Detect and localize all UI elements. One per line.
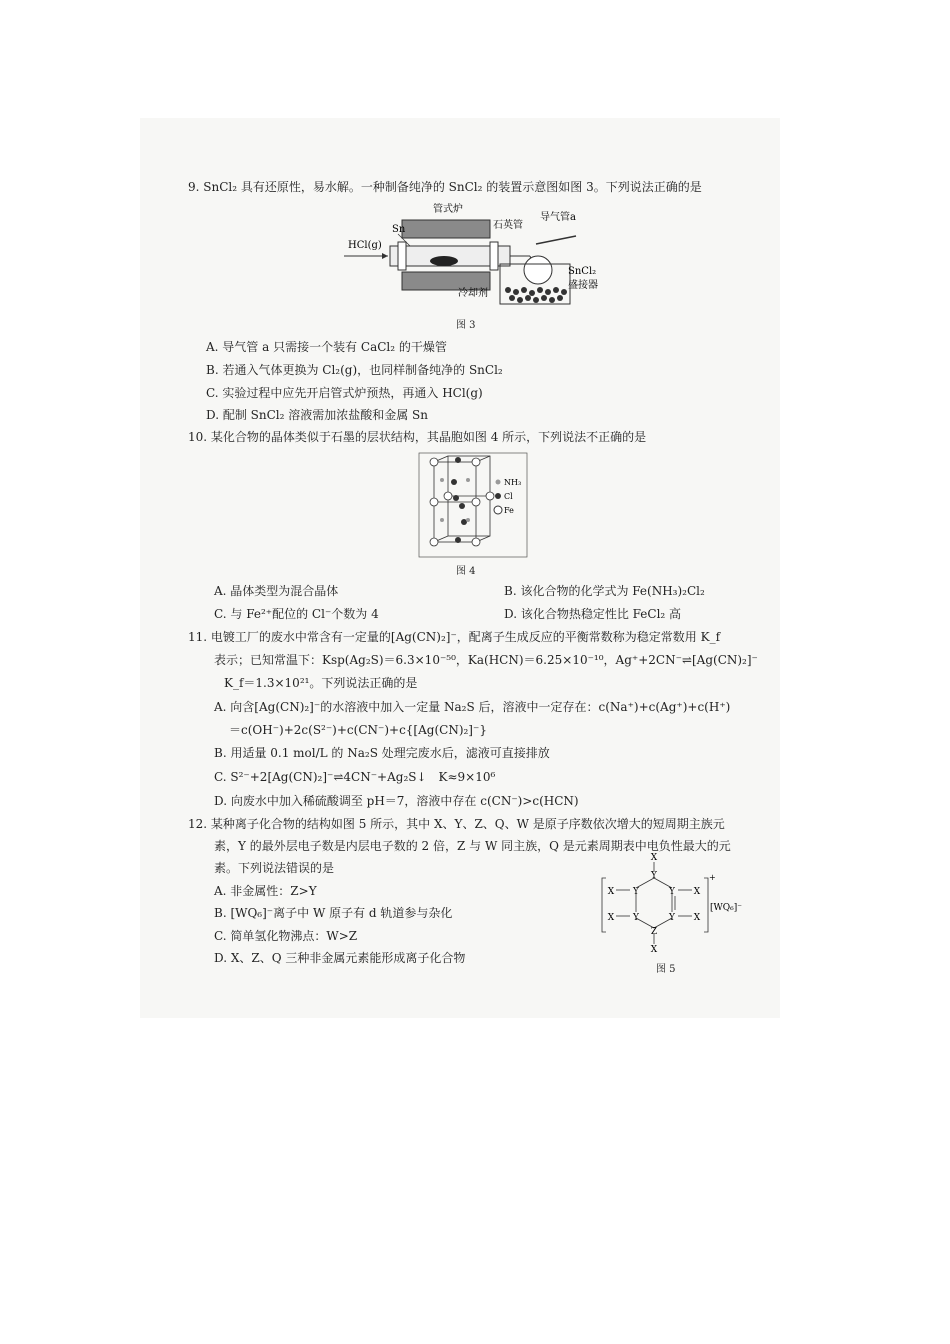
gas-pipe-label: 导气管a [540, 212, 576, 223]
atom-x-left-upper: X [607, 887, 615, 897]
q12-option-d: D. X、Z、Q 三种非金属元素能形成离子化合物 [214, 951, 466, 965]
q11-stem-line2: 表示；已知常温下：Ksp(Ag₂S)＝6.3×10⁻⁵⁰，Ka(HCN)＝6.25×10⁻¹⁰，Ag⁺+2CN⁻⇌[Ag(CN)₂]⁻ [214, 653, 758, 667]
q12-option-c: C. 简单氢化物沸点：W>Z [214, 929, 358, 943]
receiver-label-2: 盛接器 [568, 280, 598, 291]
figure-5-structure [596, 850, 756, 962]
q10-stem: 10. 某化合物的晶体类似于石墨的层状结构，其晶胞如图 4 所示，下列说法不正确的是 [188, 430, 647, 444]
fe-legend-icon [494, 506, 502, 514]
atom-x-top: X [650, 853, 658, 863]
figure-3-caption: 图 3 [456, 320, 476, 331]
figure-3-apparatus [340, 200, 610, 310]
figure-4-crystal-cell [418, 452, 528, 558]
q9-option-a: A. 导气管 a 只需接一个装有 CaCl₂ 的干燥管 [206, 340, 447, 354]
q12-stem-line1: 12. 某种离子化合物的结构如图 5 所示，其中 X、Y、Z、Q、W 是原子序数依次增大的短周期主族元 [188, 817, 725, 831]
q11-stem-line3: K_f＝1.3×10²¹。下列说法正确的是 [224, 676, 418, 690]
atom-x-bottom: X [650, 945, 658, 955]
nh3-legend-icon [496, 480, 501, 485]
receiver-label-1: SnCl₂ [568, 266, 597, 277]
sn-sample [430, 256, 458, 266]
cl-legend-label: Cl [504, 492, 513, 501]
q11-option-d: D. 向废水中加入稀硫酸调至 pH＝7，溶液中存在 c(CN⁻)>c(HCN) [214, 794, 579, 808]
receiver-flask [524, 256, 552, 284]
q9-option-b: B. 若通入气体更换为 Cl₂(g)，也同样制备纯净的 SnCl₂ [206, 363, 503, 377]
anion-label: [WQ₆]⁻ [710, 903, 743, 913]
q11-option-c: C. S²⁻+2[Ag(CN)₂]⁻⇌4CN⁻+Ag₂S↓ K≈9×10⁶ [214, 770, 496, 784]
q10-option-c: C. 与 Fe²⁺配位的 Cl⁻个数为 4 [214, 607, 379, 621]
atom-x-right-lower: X [693, 913, 701, 923]
atom-y-right-lower: Y [669, 913, 675, 923]
gas-pipe-a [536, 236, 576, 244]
fe-legend-label: Fe [504, 506, 514, 515]
q9-stem: 9. SnCl₂ 具有还原性，易水解。一种制备纯净的 SnCl₂ 的装置示意图如图 3。下列说法正确的是 [188, 180, 702, 194]
coolant-label: 冷却剂 [458, 288, 488, 299]
q11-stem-line1: 11. 电镀工厂的废水中常含有一定量的[Ag(CN)₂]⁻，配离子生成反应的平衡常数称为稳定常数用 K_f [188, 630, 721, 644]
atom-y-top: Y [651, 871, 657, 881]
q12-option-b: B. [WQ₆]⁻离子中 W 原子有 d 轨道参与杂化 [214, 906, 453, 920]
q11-option-a-line1: A. 向含[Ag(CN)₂]⁻的水溶液中加入一定量 Na₂S 后，溶液中一定存在：c(Na⁺)+c(Ag⁺)+c(H⁺) [214, 700, 731, 714]
hcl-label: HCl(g) [348, 240, 382, 251]
figure-5-caption: 图 5 [656, 964, 676, 975]
furnace-top [402, 220, 490, 238]
q12-stem-line2: 素，Y 的最外层电子数是内层电子数的 2 倍，Z 与 W 同主族，Q 是元素周期表中电负性最大的元 [214, 839, 731, 853]
q9-option-c: C. 实验过程中应先开启管式炉预热，再通入 HCl(g) [206, 386, 483, 400]
sn-label: Sn [392, 224, 406, 235]
quartz-tube-label: 石英管 [493, 220, 523, 231]
q10-option-a: A. 晶体类型为混合晶体 [214, 584, 339, 598]
q12-stem-line3: 素。下列说法错误的是 [214, 861, 335, 875]
atom-z: Z [650, 927, 658, 937]
cl-legend-icon [495, 493, 501, 499]
atom-y-left-lower: Y [633, 913, 639, 923]
q10-option-d: D. 该化合物热稳定性比 FeCl₂ 高 [504, 607, 682, 621]
nh3-legend-label: NH₃ [504, 478, 522, 487]
atom-y-right-upper: Y [669, 887, 675, 897]
q11-option-a-line2: ＝c(OH⁻)+2c(S²⁻)+c(CN⁻)+c{[Ag(CN)₂]⁻} [229, 723, 487, 737]
atom-y-left-upper: Y [633, 887, 639, 897]
cation-charge: + [709, 873, 716, 882]
q12-option-a: A. 非金属性：Z>Y [214, 884, 317, 898]
atom-x-right-upper: X [693, 887, 701, 897]
figure-4-caption: 图 4 [456, 566, 476, 577]
q11-option-b: B. 用适量 0.1 mol/L 的 Na₂S 处理完废水后，滤液可直接排放 [214, 746, 550, 760]
atom-x-left-lower: X [607, 913, 615, 923]
q9-option-d: D. 配制 SnCl₂ 溶液需加浓盐酸和金属 Sn [206, 408, 428, 422]
furnace-label: 管式炉 [433, 204, 463, 215]
q10-option-b: B. 该化合物的化学式为 Fe(NH₃)₂Cl₂ [504, 584, 705, 598]
